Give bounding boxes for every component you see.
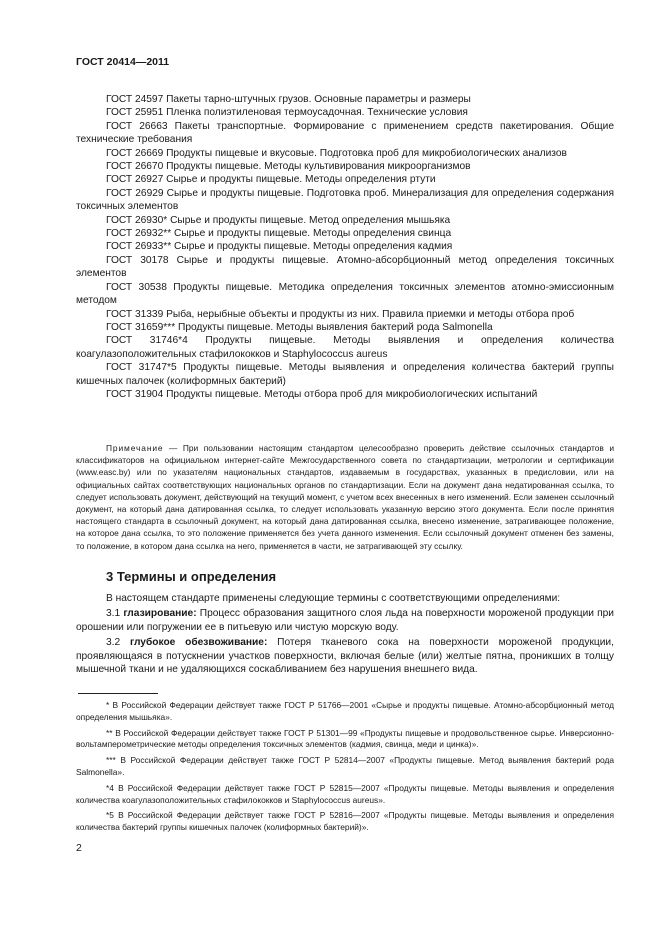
reference-item: ГОСТ 26930* Сырье и продукты пищевые. Метод определения мышьяка <box>106 214 451 226</box>
page-number: 2 <box>76 842 82 854</box>
footnote-text: В Российской Федерации действует также ГОСТ Р 52816—2007 «Продукты пищевые. Методы выявления и определения количества бактерий группы кишечных палочек (колиформных бактерий)». <box>76 810 614 833</box>
reference-item: ГОСТ 25951 Пленка полиэтиленовая термоусадочная. Технические условия <box>106 107 468 119</box>
footnote-separator <box>78 693 158 694</box>
reference-item: ГОСТ 26670 Продукты пищевые. Методы культивирования микроорганизмов <box>106 161 471 173</box>
reference-item: ГОСТ 31747*5 Продукты пищевые. Методы выявления и определения количества бактерий группы кишечных палочек (колиформных бактерий) <box>76 362 614 387</box>
term-definition <box>76 607 614 634</box>
reference-item: ГОСТ 31904 Продукты пищевые. Методы отбора проб для микробиологических испытаний <box>106 388 538 400</box>
normative-references-list <box>76 93 614 401</box>
footnotes <box>76 700 614 838</box>
footnote <box>76 783 614 807</box>
term-name: глазирование: <box>123 608 197 620</box>
reference-item: ГОСТ 26669 Продукты пищевые и вкусовые. Подготовка проб для микробиологических анализов <box>106 147 567 159</box>
footnote <box>76 755 614 779</box>
footnote <box>76 728 614 752</box>
footnote-text: В Российской Федерации действует также ГОСТ Р 51766—2001 «Сырье и продукты пищевые. Атомно-абсорбционный метод определения мышьяка». <box>76 700 615 722</box>
term-name: глубокое обезвоживание: <box>129 637 268 649</box>
section-heading: 3 Термины и определения <box>106 569 277 584</box>
footnote-mark: ** <box>106 727 113 738</box>
footnote-mark: * <box>106 700 110 710</box>
footnote-mark: *4 <box>106 782 114 793</box>
reference-item: ГОСТ 31746*4 Продукты пищевые. Методы выявления и определения количества коагулазоположительных стафилококков и Staphylococcus aureus <box>76 335 614 360</box>
footnote <box>76 700 614 724</box>
footnote <box>76 810 614 834</box>
reference-item: ГОСТ 30538 Продукты пищевые. Методика определения токсичных элементов атомно-эмиссионным методом <box>76 281 614 307</box>
term-text: Процесс образования защитного слоя льда на поверхности мороженой продукции при орошении или погружении ее в питьевую или чистую морскую воду. <box>76 608 614 633</box>
reference-item: ГОСТ 26932** Сырье и продукты пищевые. Методы определения свинца <box>106 228 452 240</box>
term-text: Потеря тканевого сока на поверхности мороженой продукции, проявляющаяся в потускнении участков поверхности, включая белые (или) желтые пятна, проникших в толщу мышечной ткани и не удаляющихся соскабливанием без нарушения внешнего вида. <box>76 637 614 676</box>
document-header: ГОСТ 20414—2011 <box>76 56 170 68</box>
note-text: — При пользовании настоящим стандартом целесообразно проверить действие ссылочных стандартов и классификаторов на официальном интернет-сайте Межгосударственного совета по стандартизации, метрологии и сертификации (www.easc.by) или по указателям национальных стандартов, издаваемым в государствах, указанных в предисловии, или на официальных сайтах соответствующих национальных органов по стандартизации. Если на документ дана недатированная ссылка, то следует использовать документ, действующий на текущий момент, с учетом всех внесенных в него изменений. Если заменен ссылочный документ, на который дана датированная ссылка, то следует использовать указанную версию этого документа. Если после принятия настоящего стандарта в ссылочный документ, на который дана датированная ссылка, внесено изменение, затрагивающее положение, на которое дана ссылка, то это положение применяется без учета данного изменения. Если ссылочный документ отменен без замены, то положение, в котором дана ссылка на него, применяется в части, не затрагивающей эту ссылку. <box>76 443 614 551</box>
reference-item: ГОСТ 26663 Пакеты транспортные. Формирование с применением средств пакетирования. Общие технические требования <box>76 120 614 146</box>
note-label: Примечание <box>106 443 164 453</box>
footnote-text: В Российской Федерации действует также ГОСТ Р 52815—2007 «Продукты пищевые. Методы выявления и определения количества коагулазоположительных стафилококков и Staphylococcus aureus». <box>76 782 614 805</box>
references-note <box>76 442 614 552</box>
reference-item: ГОСТ 24597 Пакеты тарно-штучных грузов. Основные параметры и размеры <box>106 94 471 105</box>
footnote-mark: *** <box>106 755 116 766</box>
reference-item: ГОСТ 26929 Сырье и продукты пищевые. Подготовка проб. Минерализация для определения содержания токсичных элементов <box>76 187 614 213</box>
term-number: 3.1 <box>106 608 121 620</box>
footnote-text: В Российской Федерации действует также ГОСТ Р 52814—2007 «Продукты пищевые. Метод выявления бактерий рода Salmonella». <box>76 755 614 777</box>
section-intro: В настоящем стандарте применены следующие термины с соответствующими определениями: <box>106 593 561 604</box>
footnote-text: В Российской Федерации действует также ГОСТ Р 51301—99 «Продукты пищевые и продовольственное сырье. Инверсионно-вольтамперометрические методы определения токсичных элементов (кадмия, свинца, меди и цинка)». <box>76 727 615 750</box>
term-number: 3.2 <box>106 637 121 649</box>
footnote-mark: *5 <box>106 810 114 821</box>
reference-item: ГОСТ 26927 Сырье и продукты пищевые. Методы определения ртути <box>106 174 436 186</box>
section-body <box>76 592 614 678</box>
reference-item: ГОСТ 30178 Сырье и продукты пищевые. Атомно-абсорбционный метод определения токсичных элементов <box>76 254 614 280</box>
reference-item: ГОСТ 31659*** Продукты пищевые. Методы выявления бактерий рода Salmonella <box>106 321 493 333</box>
term-definition <box>76 636 614 676</box>
reference-item: ГОСТ 31339 Рыба, нерыбные объекты и продукты из них. Правила приемки и методы отбора проб <box>106 308 575 320</box>
reference-item: ГОСТ 26933** Сырье и продукты пищевые. Методы определения кадмия <box>106 241 453 253</box>
